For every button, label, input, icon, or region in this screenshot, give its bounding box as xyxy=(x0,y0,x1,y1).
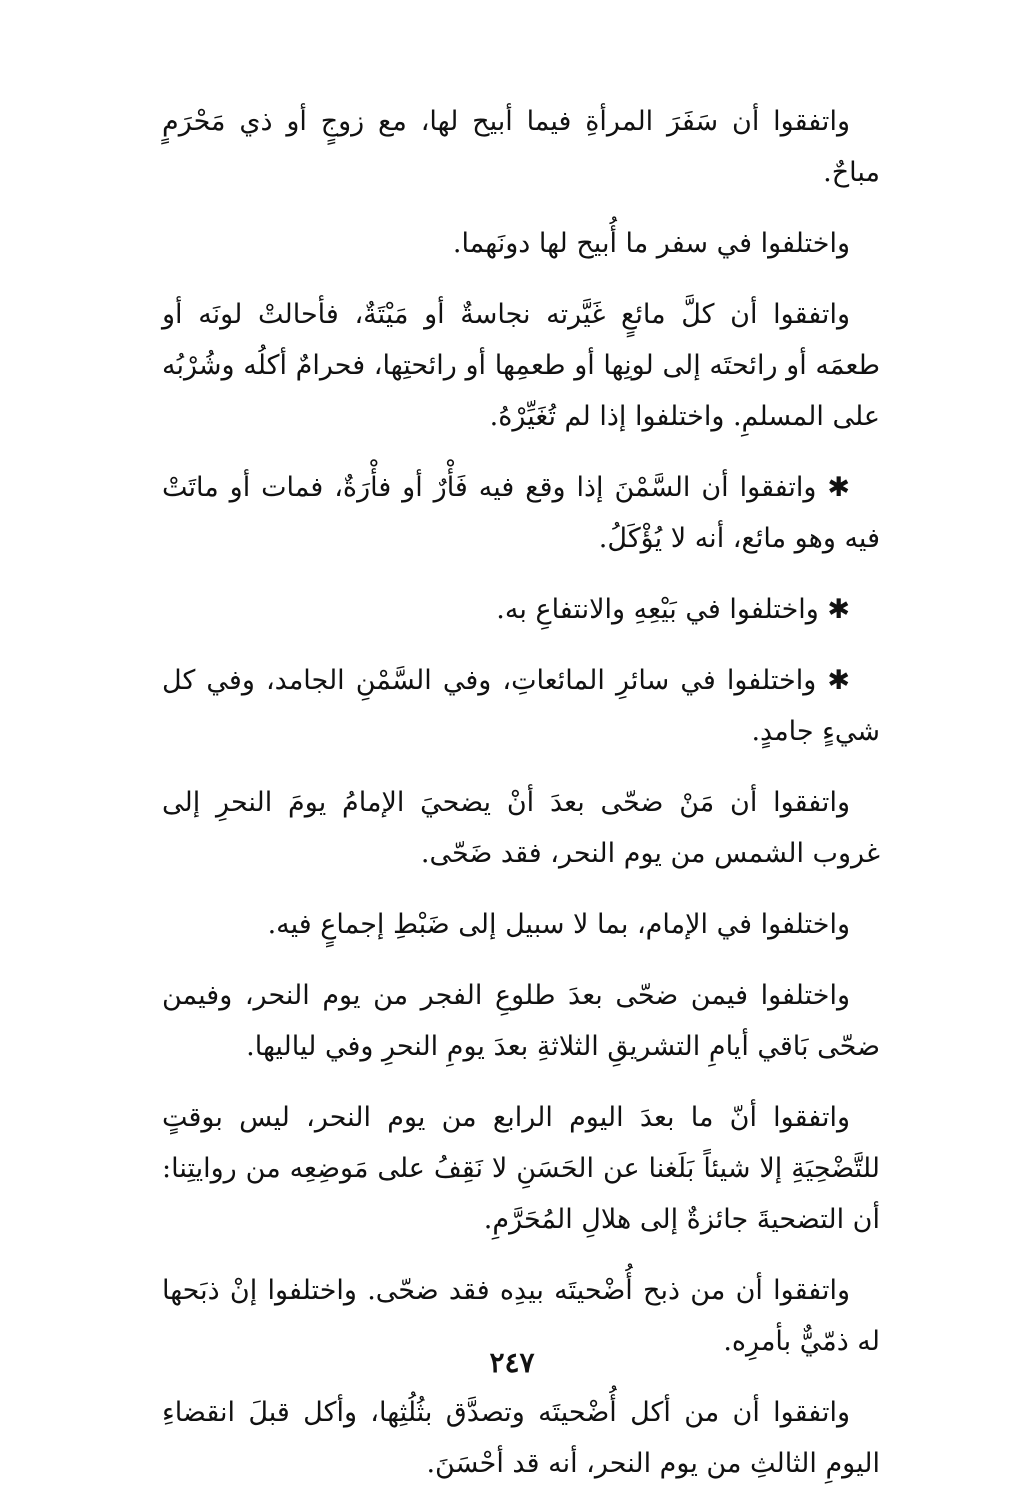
paragraph-own-hand: واتفقوا أن من ذبح أُضْحيتَه بيدِه فقد ضحّى. واختلفوا إنْ ذبَحها له ذمّيٌّ بأمرِه. xyxy=(162,1275,880,1357)
page-body xyxy=(162,96,880,1509)
paragraph-mouse-in-ghee: ✱ واتفقوا أن السَّمْنَ إذا وقع فيه فَأْرٌ أو فأْرَةٌ، فمات أو ماتَتْ فيه وهو مائع، أنه لا يُؤْكَلُ. xyxy=(162,472,880,554)
paragraph-other-liquids: ✱ واختلفوا في سائرِ المائعاتِ، وفي السَّمْنِ الجامد، وفي كل شيءٍ جامدٍ. xyxy=(162,665,880,747)
paragraph-travel-agreement: واتفقوا أن سَفَرَ المرأةِ فيما أبيح لها، مع زوجٍ أو ذي مَحْرَمٍ مباحٌ. xyxy=(162,106,880,188)
paragraph-fourth-day: واتفقوا أنّ ما بعدَ اليوم الرابع من يوم النحر، ليس بوقتٍ للتَّضْحِيَةِ إلا شيئاً بَلَغنا عن الحَسَنِ لا نَقِفُ على مَوضِعِه من روايتِنا: أن التضحيةَ جائزةٌ إلى هلالِ المُحَرَّمِ. xyxy=(162,1102,880,1235)
page-number: ٢٤٧ xyxy=(489,1346,535,1379)
paragraph-sacrifice-time: واتفقوا أن مَنْ ضحّى بعدَ أنْ يضحيَ الإمامُ يومَ النحرِ إلى غروب الشمس من يوم النحر، فقد ضَحّى. xyxy=(162,787,880,869)
paragraph-imam-disagreement: واختلفوا في الإمام، بما لا سبيل إلى ضَبْطِ إجماعٍ فيه. xyxy=(267,909,850,940)
paragraph-impure-liquid: واتفقوا أن كلَّ مائعٍ غَيَّرته نجاسةٌ أو مَيْتَةٌ، فأحالتْ لونَه أو طعمَه أو رائحتَه إلى لونِها أو طعمِها أو رائحتِها، فحرامٌ أكلُه وشُرْبُه على المسلمِ. واختلفوا إذا لم تُغَيِّرْهُ. xyxy=(162,299,880,432)
paragraph-eating-sacrifice: واتفقوا أن من أكل أُضْحيتَه وتصدَّق بثُلُثِها، وأكل قبلَ انقضاءِ اليومِ الثالثِ من يوم النحر، أنه قد أحْسَنَ. xyxy=(162,1397,880,1479)
paragraph-selling-disagreement: ✱ واختلفوا في بَيْعِهِ والانتفاعِ به. xyxy=(496,594,850,625)
paragraph-dawn-sacrifice: واختلفوا فيمن ضحّى بعدَ طلوعِ الفجر من يوم النحر، وفيمن ضحّى بَاقي أيامِ التشريقِ الثلاثةِ بعدَ يومِ النحرِ وفي لياليها. xyxy=(162,980,880,1062)
paragraph-travel-disagreement: واختلفوا في سفر ما أُبيح لها دونَهما. xyxy=(452,228,850,259)
